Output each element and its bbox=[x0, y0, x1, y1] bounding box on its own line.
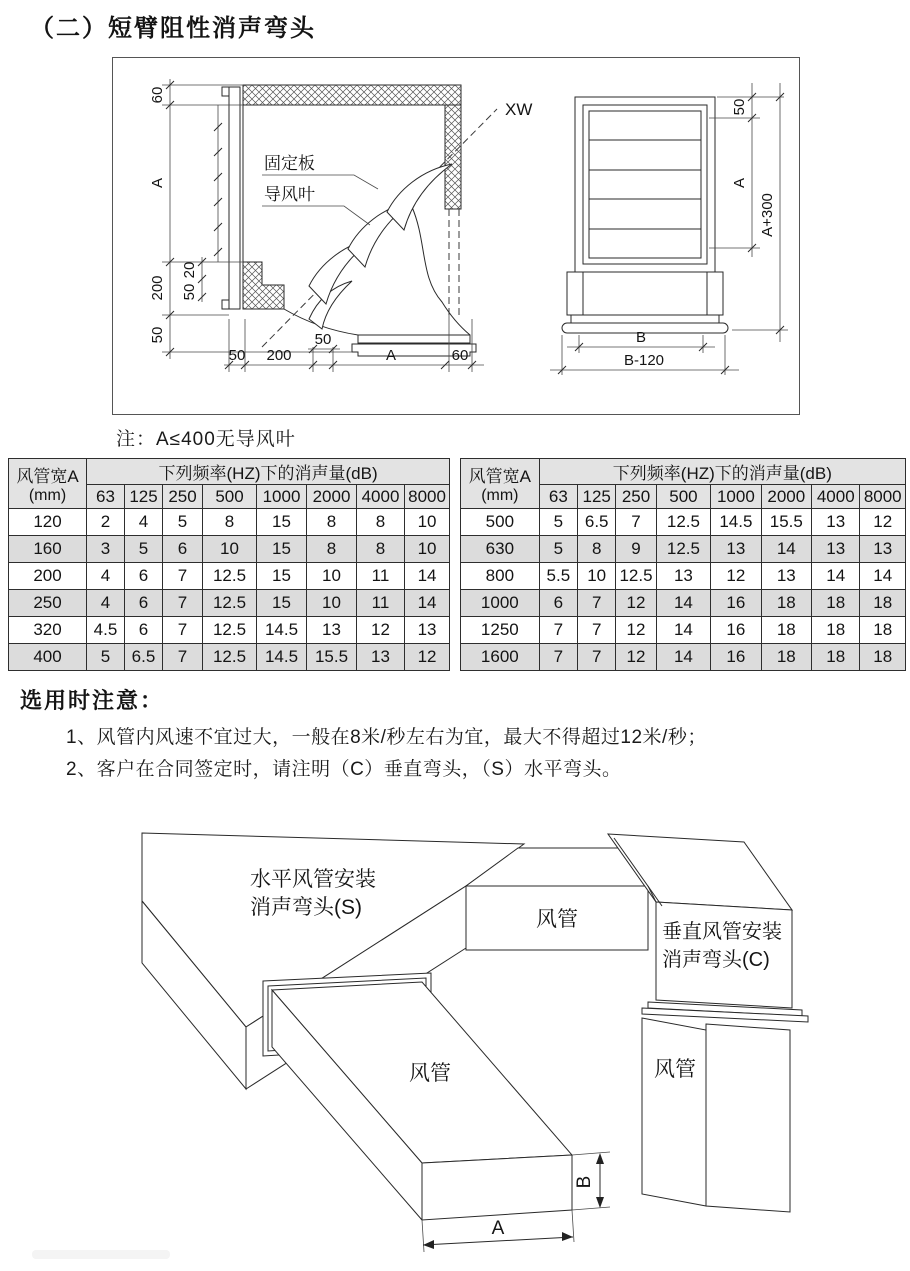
model-code-label: XW bbox=[505, 100, 533, 119]
dim-a-label: A bbox=[491, 1218, 505, 1239]
attenuation-cell: 7 bbox=[163, 590, 203, 617]
dim-50-right-view: 50 bbox=[731, 98, 748, 116]
attenuation-cell: 4.5 bbox=[87, 617, 125, 644]
table-row bbox=[9, 536, 450, 563]
col-header-frequencies: 下列频率(HZ)下的消声量(dB) bbox=[87, 459, 450, 485]
vertical-duct-label: 风管 bbox=[654, 1058, 696, 1081]
selection-note-1: 1、风管内风速不宜过大，一般在8米/秒左右为宜，最大不得超过12米/秒； bbox=[66, 727, 707, 748]
attenuation-cell: 14 bbox=[656, 617, 710, 644]
dim-a-left: A bbox=[149, 177, 166, 189]
attenuation-cell: 13 bbox=[860, 536, 906, 563]
freq-header-cell: 500 bbox=[203, 485, 257, 509]
attenuation-cell: 12 bbox=[405, 644, 450, 671]
bottom-duct bbox=[272, 982, 572, 1220]
table-row bbox=[461, 617, 906, 644]
duct-width-cell: 320 bbox=[9, 617, 87, 644]
attenuation-cell: 8 bbox=[203, 509, 257, 536]
attenuation-cell: 12 bbox=[860, 509, 906, 536]
col-header-duct-width: 风管宽A (mm) bbox=[461, 459, 540, 509]
attenuation-cell: 14 bbox=[405, 590, 450, 617]
isometric-drawing bbox=[90, 808, 810, 1263]
attenuation-cell: 5 bbox=[125, 536, 163, 563]
attenuation-cell: 7 bbox=[163, 644, 203, 671]
dim-50-inner-left: 50 bbox=[181, 283, 198, 301]
attenuation-cell: 15 bbox=[257, 590, 307, 617]
dim-50-bottom-b: 50 bbox=[314, 331, 332, 348]
attenuation-cell: 12.5 bbox=[203, 617, 257, 644]
attenuation-cell: 6 bbox=[125, 563, 163, 590]
attenuation-cell: 11 bbox=[357, 563, 405, 590]
bottom-duct-label: 风管 bbox=[409, 1062, 451, 1085]
attenuation-cell: 13 bbox=[656, 563, 710, 590]
guide-vanes bbox=[309, 164, 452, 329]
attenuation-cell: 18 bbox=[860, 590, 906, 617]
freq-header-cell: 63 bbox=[539, 485, 577, 509]
attenuation-cell: 13 bbox=[812, 509, 860, 536]
attenuation-cell: 5 bbox=[87, 644, 125, 671]
attenuation-cell: 14 bbox=[405, 563, 450, 590]
attenuation-cell: 14 bbox=[656, 644, 710, 671]
attenuation-cell: 10 bbox=[307, 563, 357, 590]
table-row bbox=[9, 563, 450, 590]
freq-header-cell: 1000 bbox=[711, 485, 761, 509]
attenuation-cell: 9 bbox=[616, 536, 656, 563]
attenuation-cell: 8 bbox=[307, 509, 357, 536]
table-row bbox=[9, 509, 450, 536]
attenuation-cell: 5 bbox=[539, 509, 577, 536]
dim-60-bottom: 60 bbox=[451, 347, 469, 364]
front-view bbox=[562, 97, 728, 333]
attenuation-cell: 7 bbox=[539, 644, 577, 671]
attenuation-cell: 15 bbox=[257, 536, 307, 563]
drawing-note: 注：A≤400无导风叶 bbox=[116, 429, 296, 450]
attenuation-cell: 6 bbox=[539, 590, 577, 617]
attenuation-cell: 13 bbox=[357, 644, 405, 671]
attenuation-cell: 6 bbox=[125, 617, 163, 644]
attenuation-cell: 14 bbox=[812, 563, 860, 590]
dim-50-bottom-a: 50 bbox=[228, 347, 246, 364]
selection-notes-heading: 选用时注意： bbox=[20, 688, 165, 713]
duct-width-cell: 160 bbox=[9, 536, 87, 563]
col-header-frequencies: 下列频率(HZ)下的消声量(dB) bbox=[539, 459, 905, 485]
vertical-elbow-label-2: 消声弯头(C) bbox=[662, 949, 770, 971]
dim-200-bottom: 200 bbox=[266, 347, 292, 364]
freq-header-cell: 500 bbox=[656, 485, 710, 509]
attenuation-cell: 13 bbox=[405, 617, 450, 644]
attenuation-cell: 5.5 bbox=[539, 563, 577, 590]
attenuation-cell: 10 bbox=[405, 509, 450, 536]
table-row bbox=[9, 617, 450, 644]
dim-b-label: B bbox=[574, 1175, 595, 1189]
duct-width-cell: 400 bbox=[9, 644, 87, 671]
attenuation-table-right bbox=[460, 458, 906, 671]
attenuation-cell: 15.5 bbox=[307, 644, 357, 671]
attenuation-cell: 12.5 bbox=[203, 644, 257, 671]
attenuation-cell: 10 bbox=[578, 563, 616, 590]
attenuation-table-left bbox=[8, 458, 450, 671]
attenuation-cell: 16 bbox=[711, 617, 761, 644]
attenuation-cell: 5 bbox=[539, 536, 577, 563]
table-row bbox=[461, 590, 906, 617]
attenuation-cell: 18 bbox=[860, 644, 906, 671]
dim-20-left: 20 bbox=[181, 261, 198, 279]
attenuation-cell: 7 bbox=[539, 617, 577, 644]
freq-header-cell: 4000 bbox=[812, 485, 860, 509]
attenuation-cell: 7 bbox=[578, 644, 616, 671]
attenuation-cell: 18 bbox=[761, 590, 811, 617]
attenuation-cell: 12 bbox=[616, 644, 656, 671]
selection-note-2: 2、客户在合同签定时，请注明（C）垂直弯头，（S）水平弯头。 bbox=[66, 759, 622, 780]
attenuation-cell: 7 bbox=[578, 590, 616, 617]
freq-header-cell: 8000 bbox=[860, 485, 906, 509]
attenuation-cell: 12 bbox=[616, 590, 656, 617]
attenuation-cell: 15.5 bbox=[761, 509, 811, 536]
attenuation-cell: 8 bbox=[578, 536, 616, 563]
freq-header-cell: 1000 bbox=[257, 485, 307, 509]
attenuation-cell: 15 bbox=[257, 563, 307, 590]
attenuation-cell: 12.5 bbox=[656, 509, 710, 536]
attenuation-cell: 13 bbox=[761, 563, 811, 590]
fixed-plate-label: 固定板 bbox=[264, 154, 315, 173]
attenuation-cell: 7 bbox=[163, 563, 203, 590]
guide-vane-label: 导风叶 bbox=[264, 185, 315, 204]
attenuation-cell: 11 bbox=[357, 590, 405, 617]
dim-a300-right-view: A+300 bbox=[759, 193, 776, 237]
attenuation-cell: 7 bbox=[578, 617, 616, 644]
freq-header-cell: 250 bbox=[163, 485, 203, 509]
attenuation-cell: 18 bbox=[761, 617, 811, 644]
horizontal-elbow-label-1: 水平风管安装 bbox=[250, 868, 376, 891]
freq-header-cell: 2000 bbox=[307, 485, 357, 509]
attenuation-cell: 12.5 bbox=[656, 536, 710, 563]
attenuation-cell: 15 bbox=[257, 509, 307, 536]
duct-width-cell: 630 bbox=[461, 536, 540, 563]
attenuation-cell: 10 bbox=[405, 536, 450, 563]
attenuation-cell: 18 bbox=[860, 617, 906, 644]
attenuation-cell: 18 bbox=[812, 617, 860, 644]
duct-width-cell: 250 bbox=[9, 590, 87, 617]
attenuation-cell: 2 bbox=[87, 509, 125, 536]
attenuation-cell: 14 bbox=[761, 536, 811, 563]
attenuation-cell: 12 bbox=[616, 617, 656, 644]
attenuation-cell: 14.5 bbox=[257, 617, 307, 644]
dim-b120-right-view: B-120 bbox=[623, 352, 665, 369]
freq-header-cell: 125 bbox=[578, 485, 616, 509]
attenuation-cell: 7 bbox=[616, 509, 656, 536]
attenuation-cell: 18 bbox=[761, 644, 811, 671]
dim-50-bottom-left: 50 bbox=[149, 326, 166, 344]
attenuation-cell: 14.5 bbox=[711, 509, 761, 536]
attenuation-cell: 12.5 bbox=[203, 563, 257, 590]
attenuation-cell: 14 bbox=[860, 563, 906, 590]
dim-60-top: 60 bbox=[149, 86, 166, 104]
duct-width-cell: 1250 bbox=[461, 617, 540, 644]
col-header-duct-width: 风管宽A (mm) bbox=[9, 459, 87, 509]
vertical-duct bbox=[642, 1018, 790, 1212]
attenuation-cell: 7 bbox=[163, 617, 203, 644]
freq-header-cell: 2000 bbox=[761, 485, 811, 509]
section-view bbox=[222, 85, 497, 356]
freq-header-cell: 8000 bbox=[405, 485, 450, 509]
attenuation-cell: 4 bbox=[87, 563, 125, 590]
freq-header-cell: 125 bbox=[125, 485, 163, 509]
attenuation-cell: 12.5 bbox=[203, 590, 257, 617]
dim-a-right-view: A bbox=[731, 177, 748, 189]
attenuation-cell: 10 bbox=[307, 590, 357, 617]
freq-header-cell: 4000 bbox=[357, 485, 405, 509]
freq-header-cell: 250 bbox=[616, 485, 656, 509]
engineering-drawing bbox=[112, 57, 800, 415]
horizontal-elbow-label-2: 消声弯头(S) bbox=[250, 896, 362, 919]
attenuation-cell: 6 bbox=[163, 536, 203, 563]
attenuation-cell: 3 bbox=[87, 536, 125, 563]
table-row bbox=[461, 509, 906, 536]
attenuation-cell: 8 bbox=[307, 536, 357, 563]
attenuation-cell: 12 bbox=[711, 563, 761, 590]
duct-width-cell: 120 bbox=[9, 509, 87, 536]
duct-width-cell: 800 bbox=[461, 563, 540, 590]
attenuation-cell: 16 bbox=[711, 644, 761, 671]
attenuation-cell: 4 bbox=[87, 590, 125, 617]
dim-200-left: 200 bbox=[149, 275, 166, 301]
middle-duct-label: 风管 bbox=[536, 908, 578, 931]
duct-width-cell: 200 bbox=[9, 563, 87, 590]
attenuation-cell: 13 bbox=[307, 617, 357, 644]
attenuation-cell: 5 bbox=[163, 509, 203, 536]
attenuation-cell: 18 bbox=[812, 644, 860, 671]
attenuation-cell: 8 bbox=[357, 536, 405, 563]
attenuation-cell: 13 bbox=[711, 536, 761, 563]
attenuation-cell: 6.5 bbox=[125, 644, 163, 671]
table-row bbox=[9, 644, 450, 671]
attenuation-cell: 14.5 bbox=[257, 644, 307, 671]
attenuation-cell: 18 bbox=[812, 590, 860, 617]
dim-a-bottom: A bbox=[385, 347, 397, 364]
freq-header-cell: 63 bbox=[87, 485, 125, 509]
attenuation-cell: 6 bbox=[125, 590, 163, 617]
table-row bbox=[461, 563, 906, 590]
page-title: （二）短臂阻性消声弯头 bbox=[30, 15, 316, 42]
attenuation-cell: 14 bbox=[656, 590, 710, 617]
attenuation-cell: 12.5 bbox=[616, 563, 656, 590]
attenuation-cell: 12 bbox=[357, 617, 405, 644]
attenuation-cell: 13 bbox=[812, 536, 860, 563]
table-row bbox=[9, 590, 450, 617]
attenuation-cell: 10 bbox=[203, 536, 257, 563]
attenuation-cell: 8 bbox=[357, 509, 405, 536]
duct-width-cell: 1000 bbox=[461, 590, 540, 617]
table-row bbox=[461, 644, 906, 671]
attenuation-cell: 4 bbox=[125, 509, 163, 536]
table-row bbox=[461, 536, 906, 563]
page-artifact bbox=[32, 1250, 170, 1259]
duct-width-cell: 1600 bbox=[461, 644, 540, 671]
vertical-elbow-label-1: 垂直风管安装 bbox=[662, 921, 782, 943]
duct-width-cell: 500 bbox=[461, 509, 540, 536]
attenuation-cell: 6.5 bbox=[578, 509, 616, 536]
dim-b bbox=[572, 1152, 610, 1210]
attenuation-cell: 16 bbox=[711, 590, 761, 617]
dim-b-right-view: B bbox=[635, 329, 647, 346]
